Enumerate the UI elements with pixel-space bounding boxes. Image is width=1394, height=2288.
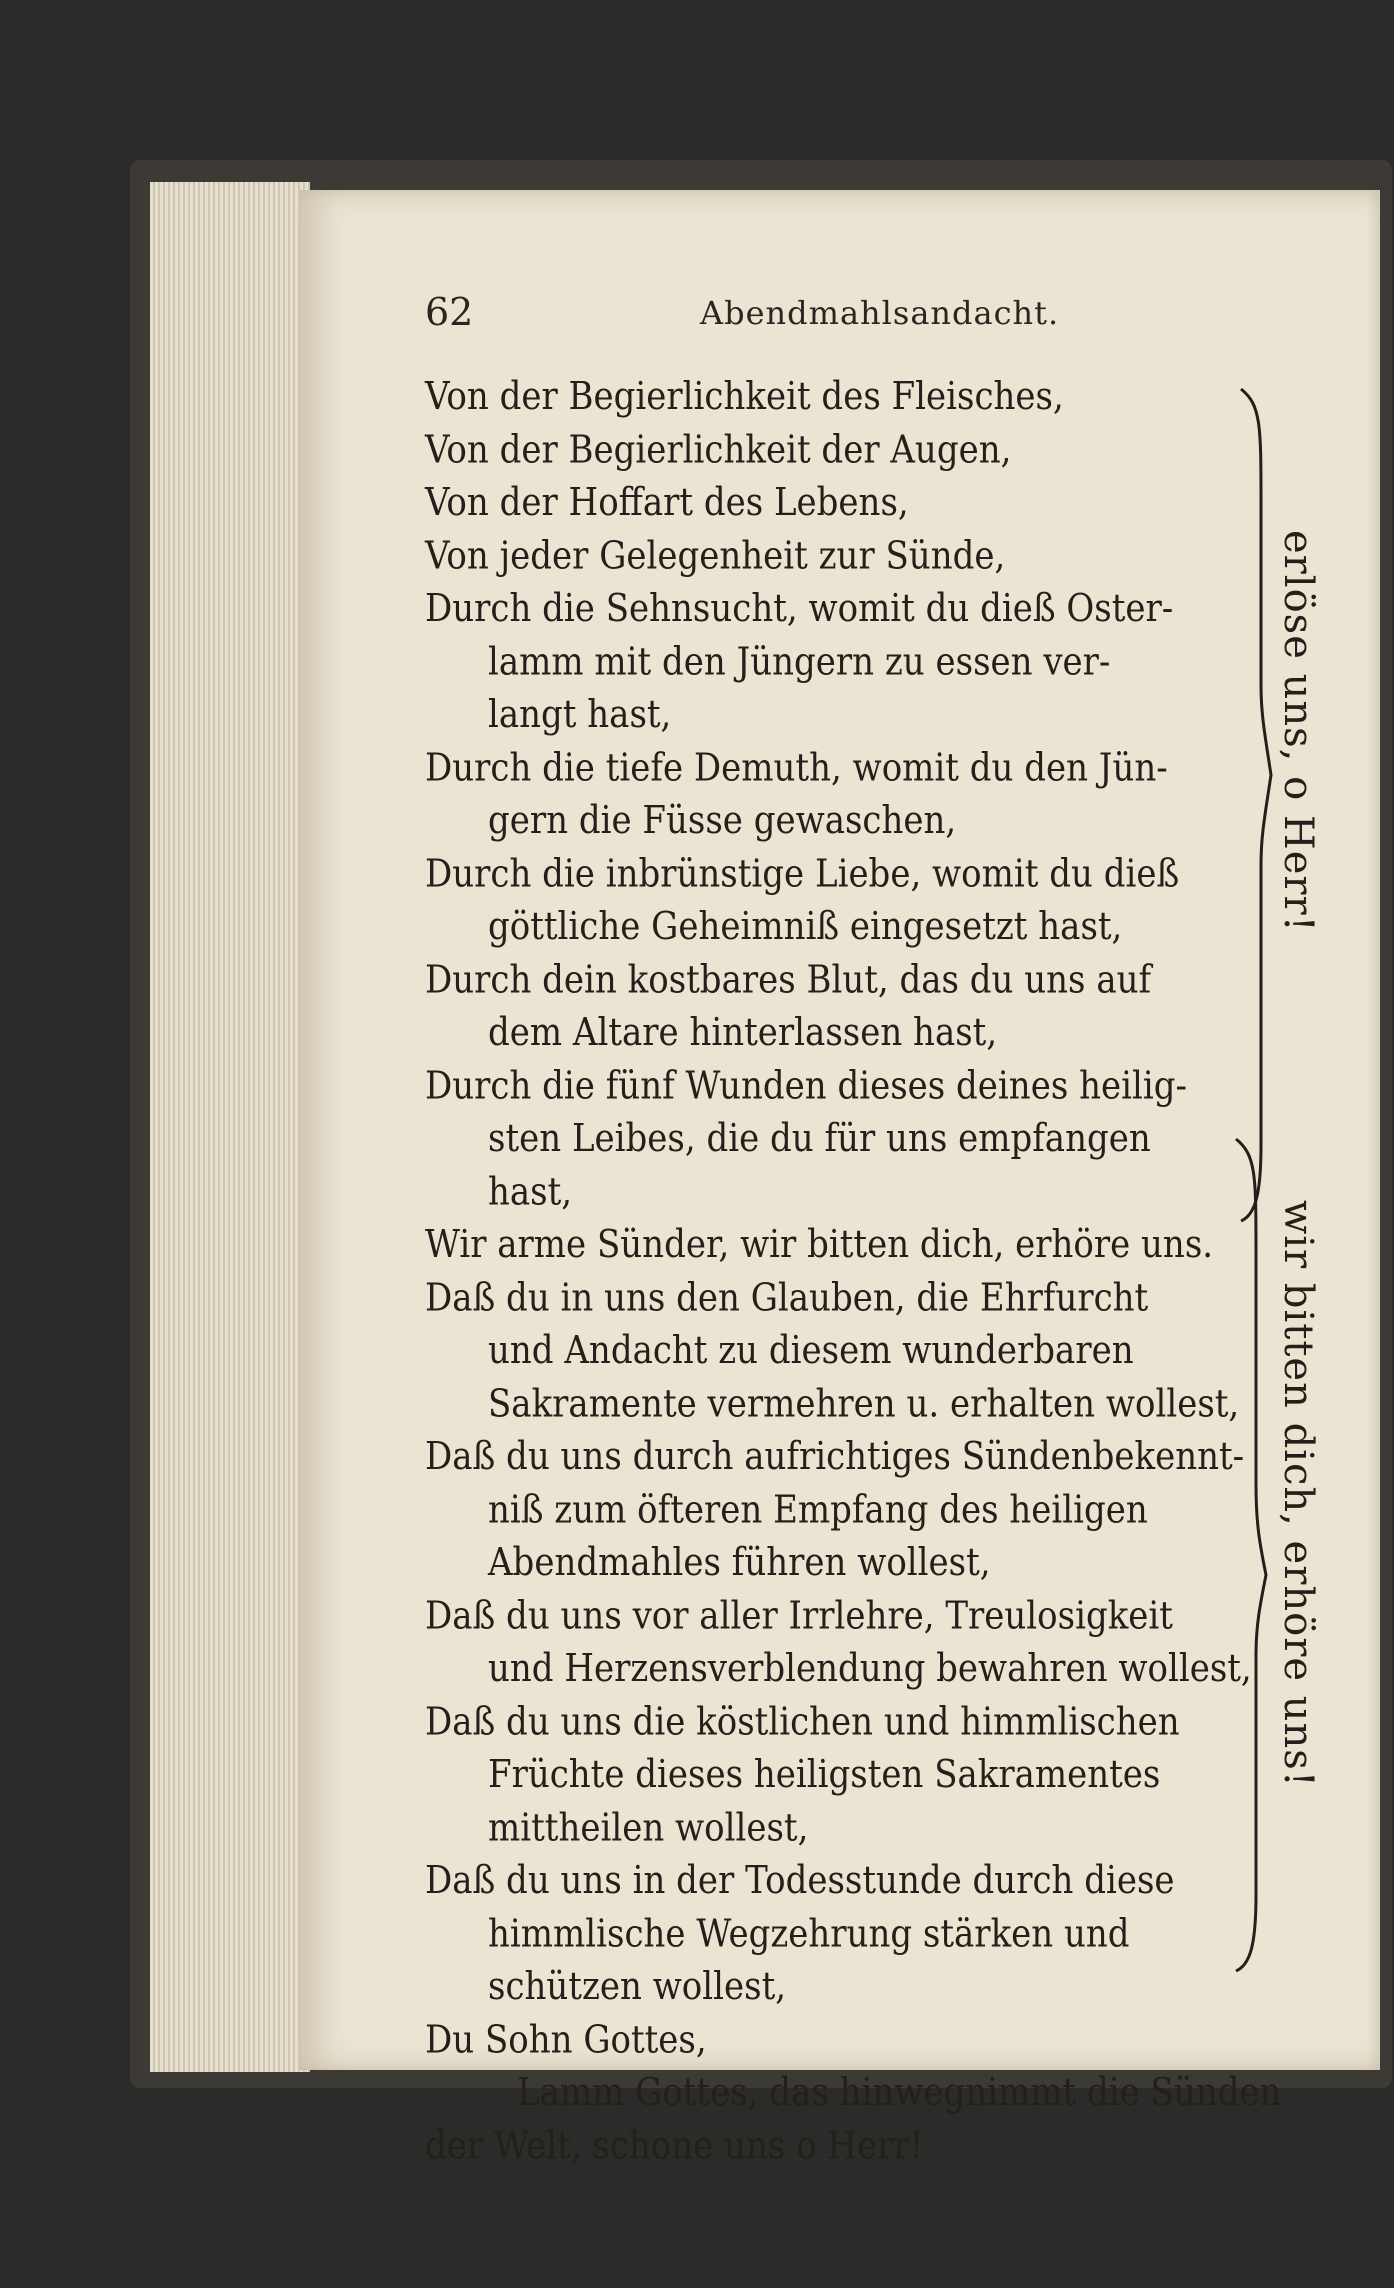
litany-line: Daß du uns vor aller Irrlehre, Treulosigkeit xyxy=(425,1592,1173,1639)
litany-line: niß zum öfteren Empfang des heiligen xyxy=(488,1486,1148,1533)
book-page xyxy=(300,190,1380,2169)
litany-line: und Herzensverblendung bewahren wollest, xyxy=(488,1645,1252,1692)
litany-line: mittheilen wollest, xyxy=(488,1804,809,1851)
litany-line: Daß du uns in der Todesstunde durch diese xyxy=(425,1857,1175,1904)
litany-line: Sakramente vermehren u. erhalten wollest, xyxy=(488,1380,1240,1427)
litany-line: Durch die inbrünstige Liebe, womit du dieß xyxy=(425,850,1180,897)
litany-line: Von der Begierlichkeit des Fleisches, xyxy=(425,373,1064,420)
litany-line: Daß du uns die köstlichen und himmlischen xyxy=(425,1698,1180,1745)
litany-line: dem Altare hinterlassen hast, xyxy=(488,1009,998,1056)
litany-line: göttliche Geheimniß eingesetzt hast, xyxy=(488,903,1123,950)
litany-line: sten Leibes, die du für uns empfangen xyxy=(488,1115,1151,1162)
closing-line: Lamm Gottes, das hinwegnimmt die Sünden xyxy=(517,2069,1282,2116)
litany-line: Durch die fünf Wunden dieses deines heilig- xyxy=(425,1062,1187,1109)
litany-line: Von der Hoffart des Lebens, xyxy=(425,479,909,526)
litany-line: Durch die tiefe Demuth, womit du den Jün- xyxy=(425,744,1168,791)
running-head: Abendmahlsandacht. xyxy=(700,294,1060,332)
litany-line: Durch die Sehnsucht, womit du dieß Oster- xyxy=(425,585,1174,632)
closing-line: der Welt, schone uns o Herr! xyxy=(425,2122,924,2169)
litany-text xyxy=(425,370,1282,2172)
litany-line: Daß du uns durch aufrichtiges Sündenbekennt- xyxy=(425,1433,1245,1480)
litany-line: Du Sohn Gottes, xyxy=(425,2016,707,2063)
litany-line: langt hast, xyxy=(488,691,672,738)
litany-line: und Andacht zu diesem wunderbaren xyxy=(488,1327,1134,1374)
response-erhore: wir bitten dich, erhöre uns! xyxy=(1275,1200,1321,1788)
litany-line: Von der Begierlichkeit der Augen, xyxy=(425,426,1012,473)
litany-line: Daß du in uns den Glauben, die Ehrfurcht xyxy=(425,1274,1149,1321)
response-erlose: erlöse uns, o Herr! xyxy=(1275,530,1321,933)
page-edges xyxy=(150,182,310,2072)
litany-line: schützen wollest, xyxy=(488,1963,787,2010)
page-number: 62 xyxy=(425,290,474,334)
litany-line: gern die Füsse gewaschen, xyxy=(488,797,957,844)
brace-group-1 xyxy=(1235,385,1275,1225)
page-header xyxy=(425,290,1285,350)
litany-line: Abendmahles führen wollest, xyxy=(488,1539,991,1586)
brace-group-2 xyxy=(1230,1135,1270,1975)
litany-line: himmlische Wegzehrung stärken und xyxy=(488,1910,1130,1957)
litany-line: hast, xyxy=(488,1168,573,1215)
invocation-line: Wir arme Sünder, wir bitten dich, erhöre uns. xyxy=(425,1221,1214,1268)
litany-line: Von jeder Gelegenheit zur Sünde, xyxy=(425,532,1006,579)
litany-line: Durch dein kostbares Blut, das du uns auf xyxy=(425,956,1152,1003)
litany-line: lamm mit den Jüngern zu essen ver- xyxy=(488,638,1111,685)
litany-line: Früchte dieses heiligsten Sakramentes xyxy=(488,1751,1161,1798)
